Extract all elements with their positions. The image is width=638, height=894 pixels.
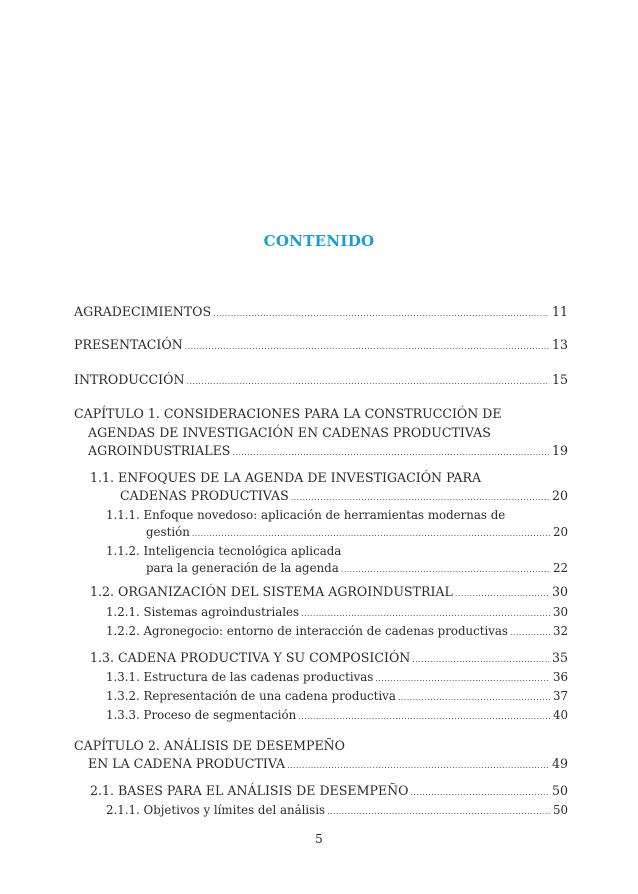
dot-leader	[187, 374, 549, 390]
toc-entry-label: AGROINDUSTRIALES	[88, 443, 231, 458]
dot-leader	[410, 785, 548, 801]
toc-entry-1-1-2-line-2[interactable]	[146, 560, 568, 578]
dot-leader	[341, 562, 550, 578]
dot-leader	[375, 671, 550, 687]
toc-entry-capitulo-2-line-1[interactable]	[74, 738, 568, 754]
dot-leader	[232, 445, 549, 461]
toc-entry-label: CAPÍTULO 1. CONSIDERACIONES PARA LA CONSTRUCCIÓN DE	[74, 406, 502, 421]
dot-leader	[291, 490, 549, 506]
toc-entry-1-3[interactable]	[90, 650, 568, 668]
toc-entry-label: 1.2.2. Agronegocio: entorno de interacción de cadenas productivas	[106, 624, 508, 638]
toc-page-number: 37	[552, 689, 568, 703]
toc-entry-agradecimientos[interactable]	[74, 304, 568, 322]
toc-entry-1-1-1-line-1[interactable]	[106, 507, 568, 523]
toc-entry-1-3-1[interactable]	[106, 669, 568, 687]
dot-leader	[192, 526, 550, 542]
toc-entry-label: 1.3. CADENA PRODUCTIVA Y SU COMPOSICIÓN	[90, 650, 411, 665]
toc-entry-label: AGENDAS DE INVESTIGACIÓN EN CADENAS PRODUCTIVAS	[88, 425, 491, 440]
toc-entry-label: CAPÍTULO 2. ANÁLISIS DE DESEMPEÑO	[74, 738, 345, 753]
toc-entry-label: 1.1.2. Inteligencia tecnológica aplicada	[106, 544, 342, 558]
dot-leader	[398, 690, 550, 706]
dot-leader	[510, 625, 550, 641]
toc-entry-label: 1.3.1. Estructura de las cadenas productivas	[106, 670, 374, 684]
toc-entry-1-3-2[interactable]	[106, 688, 568, 706]
toc-entry-label: EN LA CADENA PRODUCTIVA	[88, 756, 286, 771]
dot-leader	[412, 652, 549, 668]
toc-entry-capitulo-1-line-1[interactable]	[74, 406, 568, 422]
toc-page-number: 30	[552, 605, 568, 619]
toc-page-number: 19	[551, 443, 568, 458]
toc-page-number: 35	[551, 650, 568, 665]
toc-entry-label: para la generación de la agenda	[146, 561, 339, 575]
toc-entry-label: PRESENTACIÓN	[74, 337, 183, 352]
toc-page-number: 20	[551, 488, 568, 503]
dot-leader	[327, 804, 550, 820]
toc-page-number: 22	[552, 561, 568, 575]
toc-entry-label: gestión	[146, 525, 190, 539]
toc-entry-introduccion[interactable]	[74, 372, 568, 390]
dot-leader	[213, 306, 549, 322]
page-number: 5	[315, 832, 323, 846]
toc-entry-label: 1.2. ORGANIZACIÓN DEL SISTEMA AGROINDUSTRIAL	[90, 584, 453, 599]
dot-leader	[301, 606, 550, 622]
toc-entry-1-1-line-1[interactable]	[90, 470, 568, 486]
toc-entry-label: 1.1.1. Enfoque novedoso: aplicación de herramientas modernas de	[106, 508, 506, 522]
toc-page-number: 36	[552, 670, 568, 684]
toc-page-number: 49	[551, 756, 568, 771]
toc-entry-label: 1.2.1. Sistemas agroindustriales	[106, 605, 300, 619]
toc-entry-1-2[interactable]	[90, 584, 568, 602]
toc-entry-label: 2.1.1. Objetivos y límites del análisis	[106, 803, 326, 817]
toc-entry-1-1-line-2[interactable]	[120, 488, 568, 506]
toc-page-number: 15	[551, 372, 568, 387]
dot-leader	[287, 758, 549, 774]
toc-entry-label: 1.1. ENFOQUES DE LA AGENDA DE INVESTIGACIÓN PARA	[90, 470, 482, 485]
toc-entry-label: CADENAS PRODUCTIVAS	[120, 488, 289, 503]
toc-entry-label: 2.1. BASES PARA EL ANÁLISIS DE DESEMPEÑO	[90, 783, 409, 798]
toc-entry-1-2-2[interactable]	[106, 623, 568, 641]
toc-entry-label: 1.3.3. Proceso de segmentación	[106, 708, 297, 722]
toc-entry-capitulo-2-line-2[interactable]	[88, 756, 568, 774]
page-title: CONTENIDO	[263, 232, 375, 250]
toc-page-number: 13	[551, 337, 568, 352]
toc-page-number: 40	[552, 708, 568, 722]
toc-page-number: 30	[551, 584, 568, 599]
toc-entry-label: INTRODUCCIÓN	[74, 372, 185, 387]
toc-entry-2-1[interactable]	[90, 783, 568, 801]
dot-leader	[185, 339, 549, 355]
toc-entry-presentacion[interactable]	[74, 337, 568, 355]
toc-entry-1-1-2-line-1[interactable]	[106, 543, 568, 559]
toc-page-number: 20	[552, 525, 568, 539]
toc-page-number: 50	[552, 803, 568, 817]
toc-entry-1-2-1[interactable]	[106, 604, 568, 622]
toc-entry-2-1-1[interactable]	[106, 802, 568, 820]
toc-page-number: 32	[552, 624, 568, 638]
toc-entry-label: 1.3.2. Representación de una cadena productiva	[106, 689, 396, 703]
toc-entry-capitulo-1-line-2[interactable]	[88, 425, 568, 441]
toc-entry-capitulo-1-line-3[interactable]	[88, 443, 568, 461]
toc-page-number: 50	[551, 783, 568, 798]
toc-page-number: 11	[551, 304, 568, 319]
dot-leader	[298, 709, 550, 725]
toc-entry-1-1-1-line-2[interactable]	[146, 524, 568, 542]
toc-entry-1-3-3[interactable]	[106, 707, 568, 725]
toc-entry-label: AGRADECIMIENTOS	[74, 304, 212, 319]
dot-leader	[455, 586, 549, 602]
